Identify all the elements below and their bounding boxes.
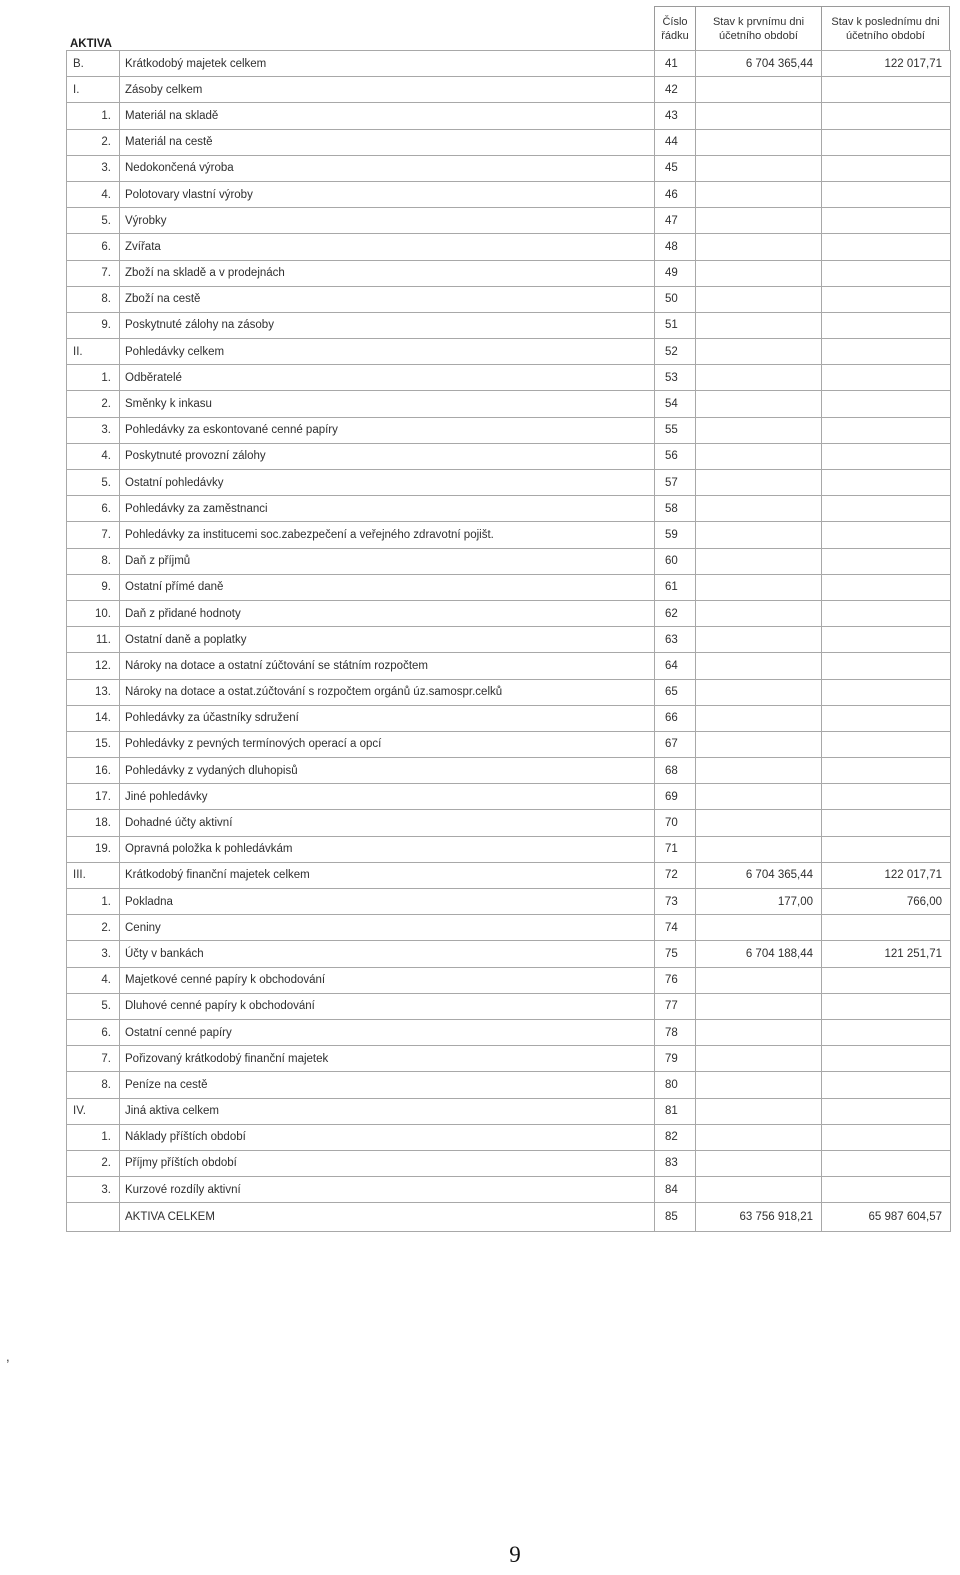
row-name: Pohledávky za institucemi soc.zabezpečení a veřejného zdravotní pojišt.: [120, 522, 655, 548]
row-mark: 18.: [67, 810, 120, 836]
row-mark: 8.: [67, 286, 120, 312]
row-value-first-day: [696, 731, 822, 757]
row-mark: 8.: [67, 1072, 120, 1098]
row-value-last-day: [822, 312, 951, 338]
row-mark: 1.: [67, 365, 120, 391]
row-mark: 1.: [67, 889, 120, 915]
row-number: 68: [655, 758, 696, 784]
row-value-last-day: 122 017,71: [822, 51, 951, 77]
row-mark: 3.: [67, 417, 120, 443]
row-number: 83: [655, 1150, 696, 1176]
row-value-first-day: [696, 339, 822, 365]
table-row: [67, 967, 951, 993]
row-value-last-day: [822, 234, 951, 260]
row-number: 44: [655, 129, 696, 155]
row-value-first-day: 63 756 918,21: [696, 1203, 822, 1232]
row-mark: 6.: [67, 496, 120, 522]
row-number: 53: [655, 365, 696, 391]
row-value-first-day: [696, 77, 822, 103]
row-value-last-day: [822, 627, 951, 653]
row-mark: 4.: [67, 443, 120, 469]
table-row: [67, 181, 951, 207]
row-number: 41: [655, 51, 696, 77]
row-number: 75: [655, 941, 696, 967]
row-number: 59: [655, 522, 696, 548]
row-value-first-day: [696, 181, 822, 207]
table-row: [67, 365, 951, 391]
row-name: Daň z přidané hodnoty: [120, 600, 655, 626]
row-number: 45: [655, 155, 696, 181]
row-mark: 9.: [67, 312, 120, 338]
row-name: Materiál na skladě: [120, 103, 655, 129]
column-header-row-number: Číslo řádku: [654, 6, 695, 50]
row-value-first-day: [696, 470, 822, 496]
row-value-first-day: [696, 1124, 822, 1150]
row-number: 82: [655, 1124, 696, 1150]
row-value-first-day: 6 704 365,44: [696, 51, 822, 77]
row-value-last-day: [822, 103, 951, 129]
table-row: [67, 286, 951, 312]
row-number: 42: [655, 77, 696, 103]
row-mark: 16.: [67, 758, 120, 784]
table-row: [67, 234, 951, 260]
row-value-first-day: 6 704 365,44: [696, 862, 822, 888]
row-name: Ostatní pohledávky: [120, 470, 655, 496]
row-number: 46: [655, 181, 696, 207]
row-value-first-day: [696, 391, 822, 417]
row-value-last-day: [822, 1072, 951, 1098]
row-value-last-day: [822, 129, 951, 155]
section-title: AKTIVA: [70, 38, 112, 50]
row-mark: 9.: [67, 574, 120, 600]
row-name: Opravná položka k pohledávkám: [120, 836, 655, 862]
row-value-last-day: [822, 496, 951, 522]
row-value-first-day: [696, 496, 822, 522]
row-mark: 8.: [67, 548, 120, 574]
row-value-last-day: [822, 1046, 951, 1072]
column-header-last-day: Stav k poslednímu dni účetního období: [821, 6, 950, 50]
row-mark: 6.: [67, 1019, 120, 1045]
row-mark: 2.: [67, 391, 120, 417]
table-row: [67, 627, 951, 653]
row-mark: 2.: [67, 129, 120, 155]
row-value-first-day: [696, 679, 822, 705]
row-value-first-day: [696, 443, 822, 469]
row-number: 56: [655, 443, 696, 469]
row-value-last-day: [822, 679, 951, 705]
row-name: Ostatní přímé daně: [120, 574, 655, 600]
row-name: Nároky na dotace a ostatní zúčtování se státním rozpočtem: [120, 653, 655, 679]
row-number: 52: [655, 339, 696, 365]
table-row: [67, 758, 951, 784]
row-name: Dohadné účty aktivní: [120, 810, 655, 836]
row-number: 65: [655, 679, 696, 705]
table-row: [67, 574, 951, 600]
row-value-first-day: [696, 1098, 822, 1124]
row-name: Pohledávky celkem: [120, 339, 655, 365]
table-row: [67, 208, 951, 234]
row-value-last-day: [822, 286, 951, 312]
row-value-first-day: [696, 1046, 822, 1072]
table-row: [67, 731, 951, 757]
row-number: 57: [655, 470, 696, 496]
table-row: [67, 600, 951, 626]
row-mark: 5.: [67, 208, 120, 234]
row-number: 70: [655, 810, 696, 836]
row-value-last-day: [822, 417, 951, 443]
row-name: Polotovary vlastní výroby: [120, 181, 655, 207]
row-value-first-day: [696, 915, 822, 941]
row-name: Zboží na cestě: [120, 286, 655, 312]
row-value-first-day: [696, 993, 822, 1019]
row-mark: 1.: [67, 1124, 120, 1150]
row-value-first-day: [696, 548, 822, 574]
table-row: [67, 417, 951, 443]
row-name: Dluhové cenné papíry k obchodování: [120, 993, 655, 1019]
row-mark: IV.: [67, 1098, 120, 1124]
row-number: 47: [655, 208, 696, 234]
stray-mark: ,: [6, 1349, 10, 1364]
row-mark: 15.: [67, 731, 120, 757]
table-row: [67, 522, 951, 548]
row-value-last-day: [822, 470, 951, 496]
row-value-last-day: [822, 1177, 951, 1203]
table-row: [67, 1019, 951, 1045]
row-value-first-day: [696, 627, 822, 653]
row-mark: 10.: [67, 600, 120, 626]
table-row: [67, 77, 951, 103]
table-row: [67, 470, 951, 496]
row-name: Daň z příjmů: [120, 548, 655, 574]
balance-sheet-assets: [66, 6, 950, 1232]
row-value-first-day: [696, 312, 822, 338]
row-mark: 3.: [67, 941, 120, 967]
table-row-total: [67, 1203, 951, 1232]
row-mark: III.: [67, 862, 120, 888]
row-value-first-day: [696, 1019, 822, 1045]
row-value-last-day: [822, 548, 951, 574]
row-number: 66: [655, 705, 696, 731]
table-row: [67, 1072, 951, 1098]
row-number: 85: [655, 1203, 696, 1232]
row-name: Peníze na cestě: [120, 1072, 655, 1098]
row-number: 43: [655, 103, 696, 129]
row-value-first-day: [696, 103, 822, 129]
row-value-last-day: [822, 574, 951, 600]
row-value-last-day: [822, 443, 951, 469]
row-value-first-day: [696, 155, 822, 181]
row-mark: [67, 1203, 120, 1232]
table-row: [67, 496, 951, 522]
table-row: [67, 129, 951, 155]
row-name: Výrobky: [120, 208, 655, 234]
row-name: Ostatní daně a poplatky: [120, 627, 655, 653]
row-value-first-day: 177,00: [696, 889, 822, 915]
row-mark: 3.: [67, 1177, 120, 1203]
row-value-first-day: [696, 574, 822, 600]
table-row: [67, 51, 951, 77]
row-name: Krátkodobý finanční majetek celkem: [120, 862, 655, 888]
row-number: 49: [655, 260, 696, 286]
row-name: Zboží na skladě a v prodejnách: [120, 260, 655, 286]
row-mark: 1.: [67, 103, 120, 129]
row-mark: 5.: [67, 470, 120, 496]
row-value-first-day: [696, 1177, 822, 1203]
row-value-first-day: [696, 600, 822, 626]
row-value-last-day: [822, 77, 951, 103]
row-value-last-day: [822, 260, 951, 286]
table-row: [67, 653, 951, 679]
row-number: 58: [655, 496, 696, 522]
row-name: Jiné pohledávky: [120, 784, 655, 810]
row-value-last-day: [822, 810, 951, 836]
column-header-first-day: Stav k prvnímu dni účetního období: [695, 6, 821, 50]
row-name: Krátkodobý majetek celkem: [120, 51, 655, 77]
table-row: [67, 941, 951, 967]
row-mark: 6.: [67, 234, 120, 260]
row-value-last-day: [822, 365, 951, 391]
row-value-last-day: [822, 1098, 951, 1124]
row-value-first-day: [696, 234, 822, 260]
row-value-last-day: [822, 181, 951, 207]
table-row: [67, 836, 951, 862]
row-name: Ostatní cenné papíry: [120, 1019, 655, 1045]
row-value-first-day: [696, 417, 822, 443]
row-name: Zvířata: [120, 234, 655, 260]
assets-table-body: [67, 51, 951, 1232]
row-number: 80: [655, 1072, 696, 1098]
row-name: Pokladna: [120, 889, 655, 915]
row-name: Pohledávky za eskontované cenné papíry: [120, 417, 655, 443]
row-value-first-day: 6 704 188,44: [696, 941, 822, 967]
row-name: Účty v bankách: [120, 941, 655, 967]
row-name: Pohledávky za zaměstnanci: [120, 496, 655, 522]
row-number: 73: [655, 889, 696, 915]
row-number: 51: [655, 312, 696, 338]
row-value-first-day: [696, 208, 822, 234]
row-value-last-day: [822, 522, 951, 548]
table-row: [67, 443, 951, 469]
row-value-first-day: [696, 1150, 822, 1176]
table-row: [67, 339, 951, 365]
row-number: 72: [655, 862, 696, 888]
row-mark: 7.: [67, 260, 120, 286]
row-name: Poskytnuté zálohy na zásoby: [120, 312, 655, 338]
row-name: Příjmy příštích období: [120, 1150, 655, 1176]
row-value-first-day: [696, 810, 822, 836]
row-mark: 5.: [67, 993, 120, 1019]
row-number: 61: [655, 574, 696, 600]
table-row: [67, 679, 951, 705]
row-number: 77: [655, 993, 696, 1019]
row-name: Poskytnuté provozní zálohy: [120, 443, 655, 469]
row-mark: 11.: [67, 627, 120, 653]
row-name: Jiná aktiva celkem: [120, 1098, 655, 1124]
table-row: [67, 548, 951, 574]
row-value-first-day: [696, 129, 822, 155]
table-row: [67, 1046, 951, 1072]
row-value-last-day: [822, 391, 951, 417]
row-value-last-day: 65 987 604,57: [822, 1203, 951, 1232]
page-number: 9: [509, 1542, 521, 1567]
table-row: [67, 1177, 951, 1203]
row-value-first-day: [696, 365, 822, 391]
row-number: 55: [655, 417, 696, 443]
row-number: 74: [655, 915, 696, 941]
row-name: Zásoby celkem: [120, 77, 655, 103]
table-row: [67, 1098, 951, 1124]
row-value-last-day: [822, 993, 951, 1019]
row-number: 50: [655, 286, 696, 312]
row-name: AKTIVA CELKEM: [120, 1203, 655, 1232]
row-number: 63: [655, 627, 696, 653]
row-mark: 2.: [67, 1150, 120, 1176]
row-value-first-day: [696, 836, 822, 862]
table-row: [67, 993, 951, 1019]
row-number: 60: [655, 548, 696, 574]
row-value-last-day: 121 251,71: [822, 941, 951, 967]
row-value-last-day: [822, 208, 951, 234]
table-row: [67, 155, 951, 181]
row-name: Nedokončená výroba: [120, 155, 655, 181]
row-mark: II.: [67, 339, 120, 365]
row-name: Pohledávky z vydaných dluhopisů: [120, 758, 655, 784]
row-name: Náklady příštích období: [120, 1124, 655, 1150]
row-value-last-day: [822, 758, 951, 784]
row-name: Pořizovaný krátkodobý finanční majetek: [120, 1046, 655, 1072]
row-value-last-day: [822, 836, 951, 862]
row-name: Ceniny: [120, 915, 655, 941]
row-value-last-day: [822, 784, 951, 810]
row-value-first-day: [696, 653, 822, 679]
row-value-last-day: [822, 967, 951, 993]
table-row: [67, 705, 951, 731]
row-number: 76: [655, 967, 696, 993]
row-mark: 4.: [67, 181, 120, 207]
table-row: [67, 784, 951, 810]
row-number: 67: [655, 731, 696, 757]
row-value-first-day: [696, 705, 822, 731]
row-value-first-day: [696, 286, 822, 312]
row-mark: 7.: [67, 1046, 120, 1072]
row-value-last-day: [822, 600, 951, 626]
table-row: [67, 1150, 951, 1176]
row-value-last-day: 766,00: [822, 889, 951, 915]
row-number: 78: [655, 1019, 696, 1045]
row-name: Majetkové cenné papíry k obchodování: [120, 967, 655, 993]
table-header: [66, 6, 950, 50]
row-value-last-day: [822, 1124, 951, 1150]
row-number: 64: [655, 653, 696, 679]
row-name: Směnky k inkasu: [120, 391, 655, 417]
row-name: Pohledávky za účastníky sdružení: [120, 705, 655, 731]
row-mark: 13.: [67, 679, 120, 705]
row-value-first-day: [696, 522, 822, 548]
row-number: 48: [655, 234, 696, 260]
row-value-last-day: [822, 1150, 951, 1176]
row-value-first-day: [696, 758, 822, 784]
row-number: 84: [655, 1177, 696, 1203]
row-mark: B.: [67, 51, 120, 77]
table-row: [67, 915, 951, 941]
row-value-last-day: [822, 339, 951, 365]
table-row: [67, 889, 951, 915]
row-number: 79: [655, 1046, 696, 1072]
row-value-first-day: [696, 784, 822, 810]
table-row: [67, 260, 951, 286]
row-value-last-day: [822, 155, 951, 181]
row-mark: I.: [67, 77, 120, 103]
row-number: 54: [655, 391, 696, 417]
row-value-last-day: [822, 731, 951, 757]
table-row: [67, 312, 951, 338]
row-mark: 4.: [67, 967, 120, 993]
table-row: [67, 1124, 951, 1150]
row-value-last-day: [822, 1019, 951, 1045]
row-number: 71: [655, 836, 696, 862]
assets-table: [66, 50, 951, 1232]
row-mark: 2.: [67, 915, 120, 941]
row-value-last-day: [822, 915, 951, 941]
row-mark: 19.: [67, 836, 120, 862]
row-number: 69: [655, 784, 696, 810]
row-value-last-day: [822, 705, 951, 731]
table-row: [67, 810, 951, 836]
row-name: Materiál na cestě: [120, 129, 655, 155]
row-mark: 12.: [67, 653, 120, 679]
row-value-first-day: [696, 260, 822, 286]
table-row: [67, 862, 951, 888]
row-mark: 17.: [67, 784, 120, 810]
table-row: [67, 103, 951, 129]
row-name: Nároky na dotace a ostat.zúčtování s rozpočtem orgánů úz.samospr.celků: [120, 679, 655, 705]
row-value-first-day: [696, 1072, 822, 1098]
row-mark: 7.: [67, 522, 120, 548]
row-value-first-day: [696, 967, 822, 993]
row-name: Kurzové rozdíly aktivní: [120, 1177, 655, 1203]
table-row: [67, 391, 951, 417]
row-number: 62: [655, 600, 696, 626]
row-number: 81: [655, 1098, 696, 1124]
row-mark: 3.: [67, 155, 120, 181]
row-mark: 14.: [67, 705, 120, 731]
row-value-last-day: [822, 653, 951, 679]
row-value-last-day: 122 017,71: [822, 862, 951, 888]
row-name: Odběratelé: [120, 365, 655, 391]
row-name: Pohledávky z pevných termínových operací a opcí: [120, 731, 655, 757]
